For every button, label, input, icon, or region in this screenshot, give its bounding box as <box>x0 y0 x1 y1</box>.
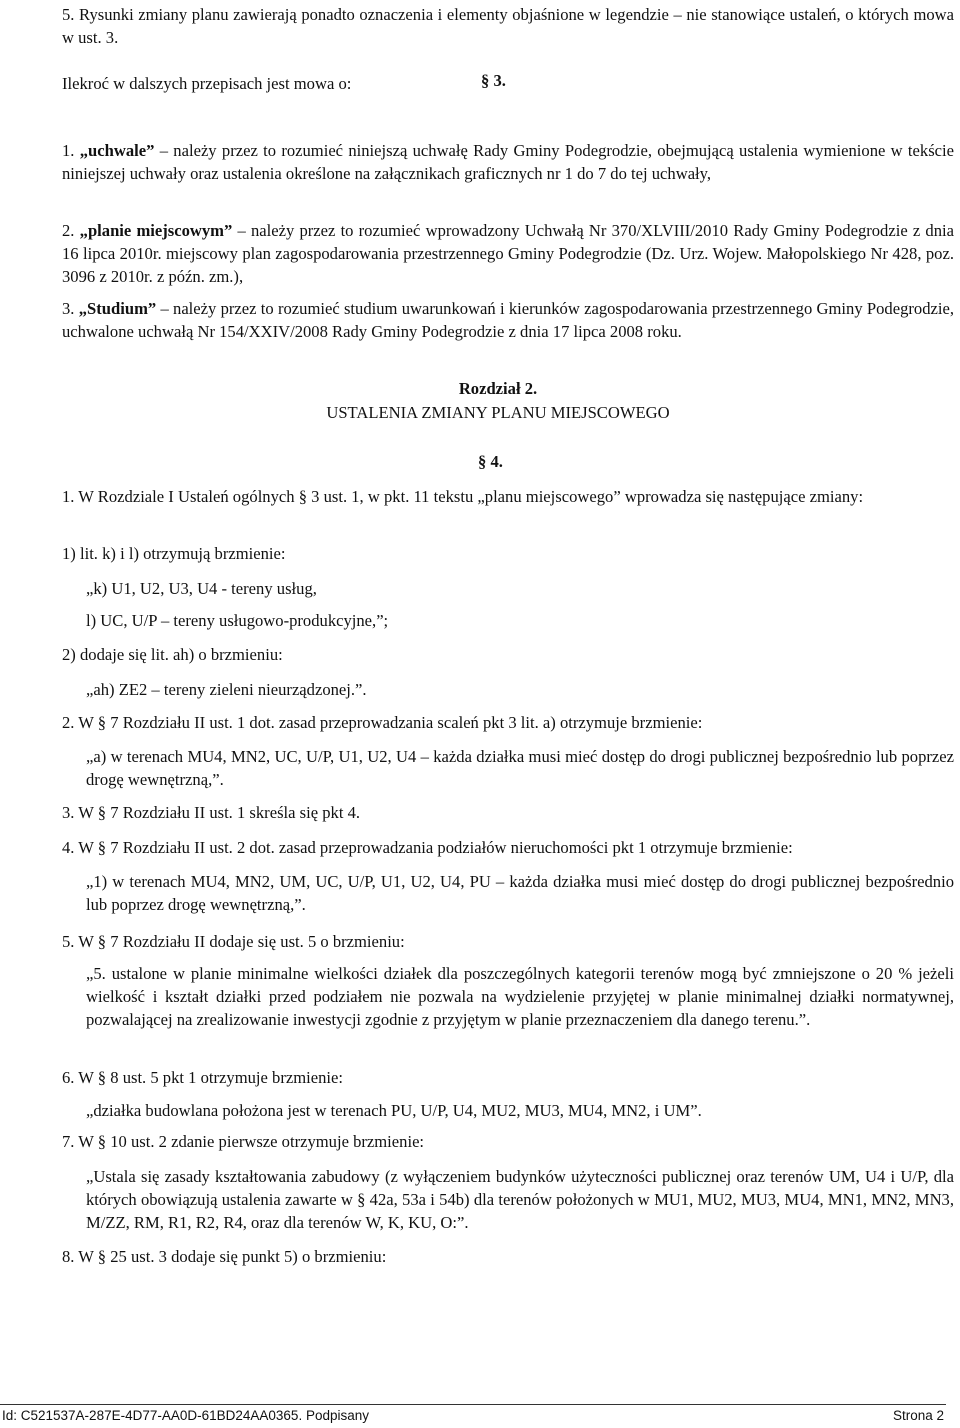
section-4-2: 2. W § 7 Rozdziału II ust. 1 dot. zasad przeprowadzania scaleń pkt 3 lit. a) otrzymuje brzmienie: <box>62 713 703 732</box>
section-4-1-item-l: l) UC, U/P – tereny usługowo-produkcyjne,”; <box>86 611 389 630</box>
section-5-intro: 5. Rysunki zmiany planu zawierają ponadto oznaczenia i elementy objaśnione w legendzie – nie stanowiące ustaleń, o których mowa w ust. 3. <box>62 5 954 47</box>
definition-term: „planie miejscowym” <box>79 221 233 240</box>
paragraph-4-heading: § 4. <box>478 452 503 471</box>
chapter-number: Rozdział 2. <box>458 379 538 398</box>
footer-divider <box>0 1404 946 1405</box>
section-4-1-item-ah: „ah) ZE2 – tereny zieleni nieurządzonej.”. <box>86 680 367 699</box>
section-4-7-quote: „Ustala się zasady kształtowania zabudowy (z wyłączeniem budynków użyteczności publicznej oraz terenów UM, U4 i U/P, dla których obowiązują ustalenia zawarte w § 42a, 53a i 54b) dla terenów położonych w MU1, MU2, MU3, MU4, MN1, MN2, MN3, M/ZZ, RM, R1, R2, R4, oraz dla terenów W, K, KU, O:”. <box>86 1167 954 1232</box>
definition-term: „uchwale” <box>79 141 155 160</box>
section-4-4: 4. W § 7 Rozdziału II ust. 2 dot. zasad przeprowadzania podziałów nieruchomości pkt 1 otrzymuje brzmienie: <box>62 838 793 857</box>
section-4-2-quote: „a) w terenach MU4, MN2, UC, U/P, U1, U2, U4 – każda działka musi mieć dostęp do drogi publicznej bezpośrednio lub poprzez drogę wewnętrzną,”. <box>86 747 954 789</box>
definition-1: 1. „uchwale” – należy przez to rozumieć niniejszą uchwałę Rady Gminy Podegrodzie, obejmującą ustalenia wymienione w tekście niniejszej uchwały oraz ustalenia określone na załącznikach graficznych nr 1 do 7 do tej uchwały, <box>62 141 954 183</box>
section-4-7: 7. W § 10 ust. 2 zdanie pierwsze otrzymuje brzmienie: <box>62 1132 425 1151</box>
paragraph-3-heading: § 3. <box>481 71 506 90</box>
footer-page-number: Strona 2 <box>892 1408 944 1423</box>
footer-document-id: Id: C521537A-287E-4D77-AA0D-61BD24AA0365. Podpisany <box>2 1408 369 1423</box>
section-4-6-quote: „działka budowlana położona jest w terenach PU, U/P, U4, MU2, MU3, MU4, MN2, i UM”. <box>86 1101 702 1120</box>
section-4-6: 6. W § 8 ust. 5 pkt 1 otrzymuje brzmienie: <box>62 1068 343 1087</box>
section-4-1: 1. W Rozdziale I Ustaleń ogólnych § 3 ust. 1, w pkt. 11 tekstu „planu miejscowego” wprowadza się następujące zmiany: <box>62 487 864 506</box>
definition-term: „Studium” <box>78 299 157 318</box>
section-4-5-quote: „5. ustalone w planie minimalne wielkości działek dla poszczególnych kategorii terenów mogą być zmniejszone o 20 % jeżeli wielkość i kształt działki przed podziałem nie pozwala na wydzielenie przyjętej w planie minimalnej działki normatywnej, pozwalającej na zrealizowanie inwestycji zgodnie z przyjętym w planie przeznaczeniem dla danego terenu.”. <box>86 964 954 1029</box>
section-4-8: 8. W § 25 ust. 3 dodaje się punkt 5) o brzmieniu: <box>62 1247 387 1266</box>
definition-2: 2. „planie miejscowym” – należy przez to rozumieć wprowadzony Uchwałą Nr 370/XLVIII/2010 Rady Gminy Podegrodzie z dnia 16 lipca 2010r. miejscowy plan zagospodarowania przestrzennego Gminy Podegrodzie (Dz. Urz. Wojew. Małopolskiego Nr 428, poz. 3096 z 2010r. z późn. zm.), <box>62 221 955 286</box>
section-4-4-quote: „1) w terenach MU4, MN2, UM, UC, U/P, U1, U2, U4, PU – każda działka musi mieć dostęp do drogi publicznej bezpośrednio lub poprzez drogę wewnętrzną,”. <box>86 872 954 914</box>
section-4-3: 3. W § 7 Rozdziału II ust. 1 skreśla się pkt 4. <box>62 803 361 822</box>
ilekroc-intro: Ilekroć w dalszych przepisach jest mowa o: <box>62 74 352 93</box>
section-4-1-item-k: „k) U1, U2, U3, U4 - tereny usług, <box>86 579 317 598</box>
section-4-1-item-1: 1) lit. k) i l) otrzymują brzmienie: <box>62 544 286 563</box>
section-4-5: 5. W § 7 Rozdziału II dodaje się ust. 5 o brzmieniu: <box>62 932 405 951</box>
definition-3: 3. „Studium” – należy przez to rozumieć studium uwarunkowań i kierunków zagospodarowania przestrzennego Gminy Podegrodzie, uchwalone uchwałą Nr 154/XXIV/2008 Rady Gminy Podegrodzie z dnia 17 lipca 2008 roku. <box>62 299 954 341</box>
section-4-1-item-2: 2) dodaje się lit. ah) o brzmieniu: <box>62 645 283 664</box>
chapter-title: USTALENIA ZMIANY PLANU MIEJSCOWEGO <box>326 403 670 422</box>
